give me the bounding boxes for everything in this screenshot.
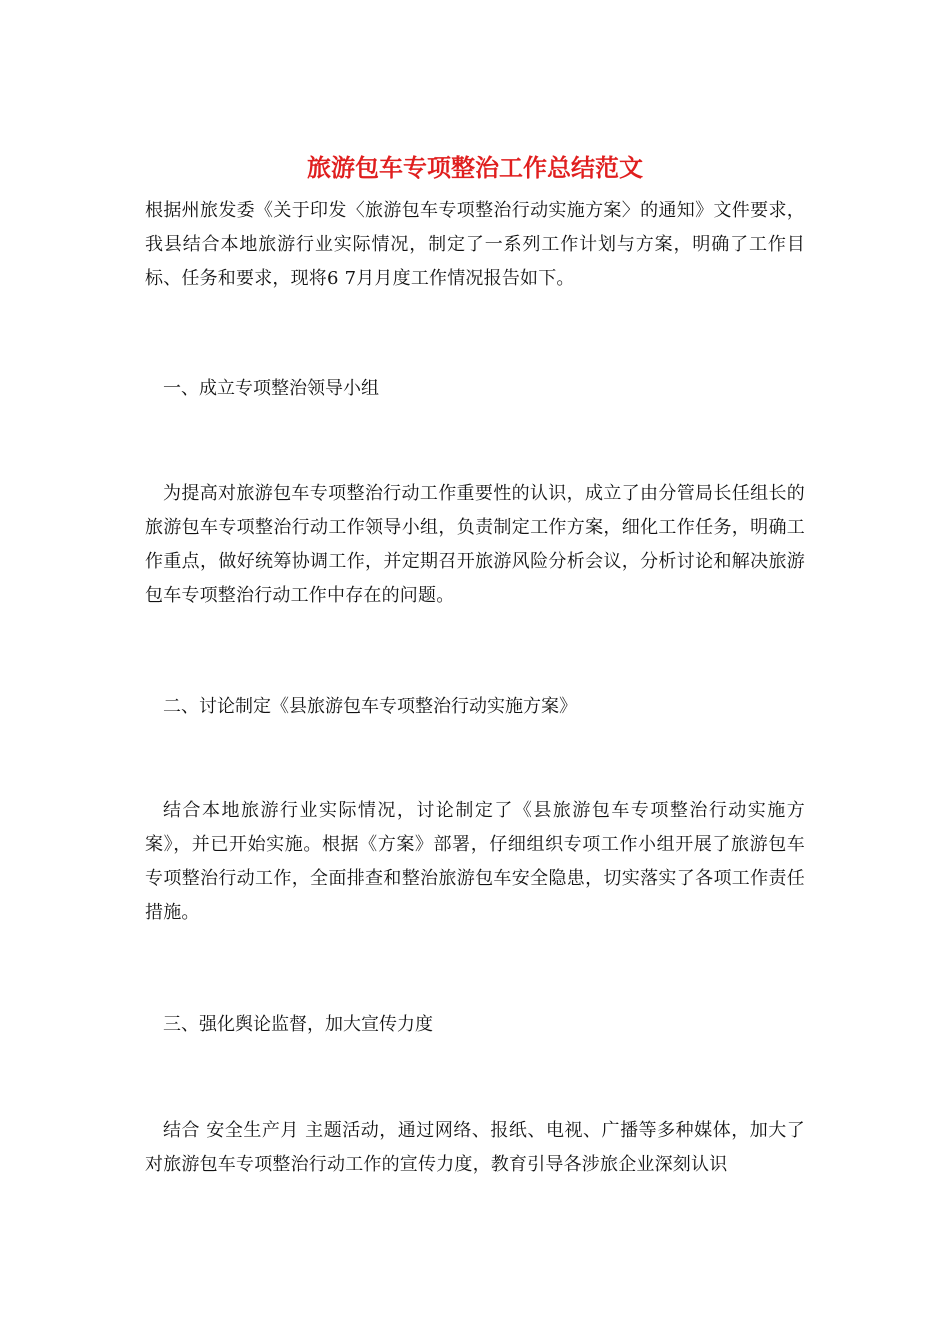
intro-paragraph: 根据州旅发委《关于印发〈旅游包车专项整治行动实施方案〉的通知》文件要求，我县结合本地旅游行业实际情况，制定了一系列工作计划与方案，明确了工作目标、任务和要求，现将6 7月月度工作情况报告如下。 bbox=[145, 200, 805, 289]
section-3-body: 结合 安全生产月 主题活动，通过网络、报纸、电视、广播等多种媒体，加大了对旅游包车专项整治行动工作的宣传力度，教育引导各涉旅企业深刻认识 bbox=[145, 1120, 805, 1175]
section-1-heading: 一、成立专项整治领导小组 bbox=[163, 378, 379, 399]
section-1-body: 为提高对旅游包车专项整治行动工作重要性的认识，成立了由分管局长任组长的旅游包车专项整治行动工作领导小组，负责制定工作方案，细化工作任务，明确工作重点，做好统筹协调工作，并定期召开旅游风险分析会议，分析讨论和解决旅游包车专项整治行动工作中存在的问题。 bbox=[145, 483, 805, 606]
section-2-heading: 二、讨论制定《县旅游包车专项整治行动实施方案》 bbox=[163, 696, 577, 717]
section-2-body: 结合本地旅游行业实际情况，讨论制定了《县旅游包车专项整治行动实施方案》，并已开始实施。根据《方案》部署，仔细组织专项工作小组开展了旅游包车专项整治行动工作，全面排查和整治旅游包车安全隐患，切实落实了各项工作责任措施。 bbox=[145, 800, 805, 923]
document-title: 旅游包车专项整治工作总结范文 bbox=[307, 153, 643, 182]
section-3-heading: 三、强化舆论监督，加大宣传力度 bbox=[163, 1014, 433, 1035]
